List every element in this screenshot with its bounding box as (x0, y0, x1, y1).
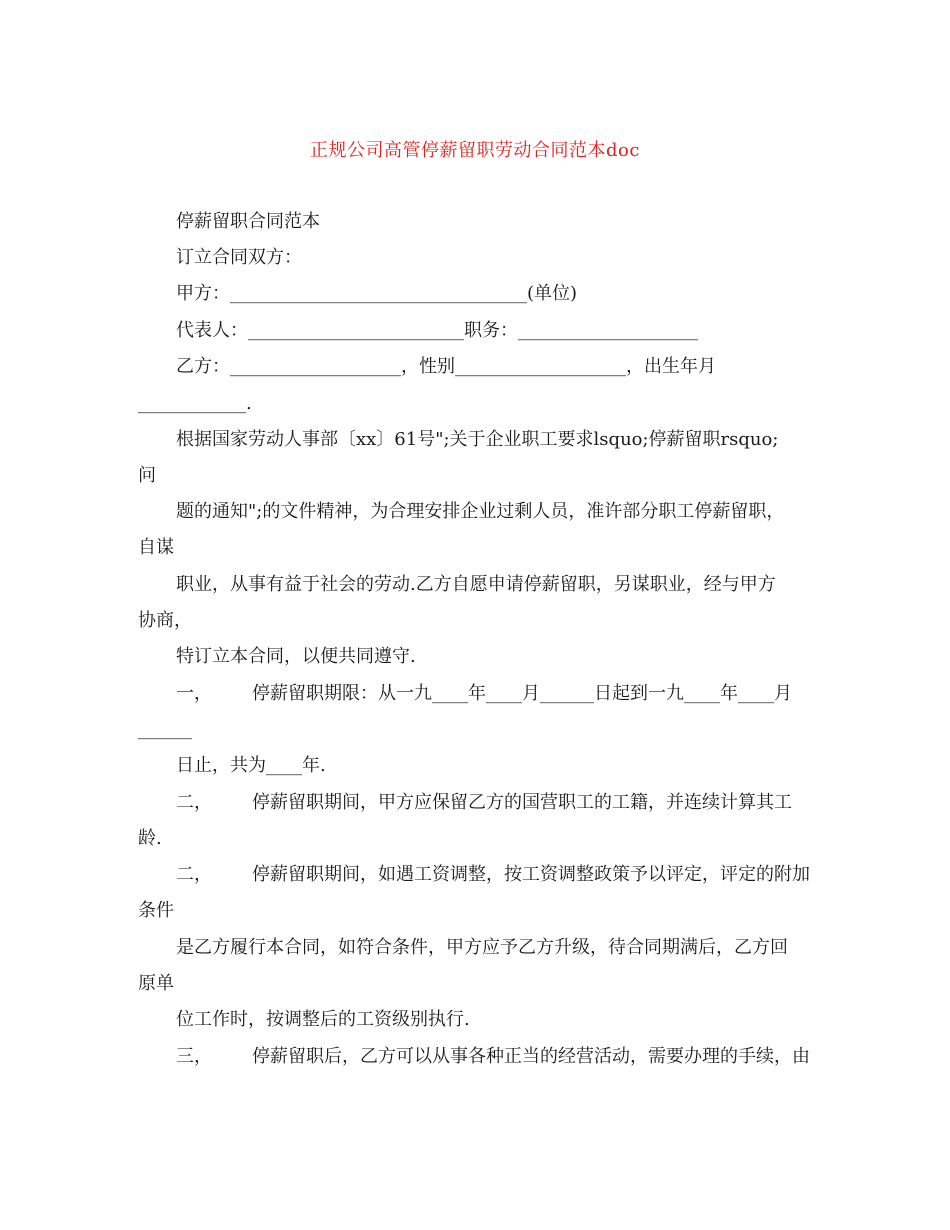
document-title: 正规公司高管停薪留职劳动合同范本doc (310, 140, 640, 161)
body-line: 题的通知";的文件精神，为合理安排企业过剩人员，准许部分职工停薪留职， (176, 501, 785, 522)
body-line: 条件 (138, 900, 174, 921)
party-a-line: 甲方：_________________________________(单位) (176, 283, 578, 304)
parties-label: 订立合同双方： (176, 247, 302, 268)
clause-4 (176, 1046, 810, 1068)
clause-text: 停薪留职期间，如遇工资调整，按工资调整政策予以评定，评定的附加 (252, 864, 810, 885)
body-line: 是乙方履行本合同，如符合条件，甲方应予乙方升级，待合同期满后，乙方回 (176, 937, 788, 958)
body-line: 特订立本合同，以便共同遵守. (176, 646, 416, 667)
body-line: 职业，从事有益于社会的劳动.乙方自愿申请停薪留职，另谋职业，经与甲方 (176, 574, 776, 595)
clause-number: 二， (176, 864, 212, 885)
clause-number: 三， (176, 1046, 212, 1067)
clause-number: 二， (176, 792, 212, 813)
body-line: 协商， (138, 610, 192, 631)
birth-date-blank: ____________. (138, 393, 252, 414)
representative-line: 代表人：________________________职务：____________________ (176, 320, 698, 341)
clause-text: 停薪留职后，乙方可以从事各种正当的经营活动，需要办理的手续，由 (252, 1046, 810, 1067)
body-line: 龄. (138, 828, 162, 849)
body-line: 根据国家劳动人事部〔xx〕61号";关于企业职工要求lsquo;停薪留职rsquo; (176, 429, 779, 450)
clause-2 (176, 792, 792, 814)
clause-3 (176, 864, 810, 886)
body-line: 日止，共为____年. (176, 755, 326, 776)
body-line: 自谋 (138, 537, 174, 558)
clause-text: 停薪留职期限：从一九____年____月______日起到一九____年____月 (252, 683, 792, 704)
body-line: 原单 (138, 973, 174, 994)
party-b-line: 乙方：___________________，性别___________________，出生年月 (176, 356, 716, 377)
body-line: 位工作时，按调整后的工资级别执行. (176, 1009, 470, 1030)
clause-1 (176, 683, 792, 705)
heading-contract: 停薪留职合同范本 (176, 211, 320, 232)
body-line: ______ (138, 719, 192, 740)
clause-text: 停薪留职期间，甲方应保留乙方的国营职工的工籍，并连续计算其工 (252, 792, 792, 813)
clause-number: 一， (176, 683, 212, 704)
body-line: 问 (138, 465, 156, 486)
